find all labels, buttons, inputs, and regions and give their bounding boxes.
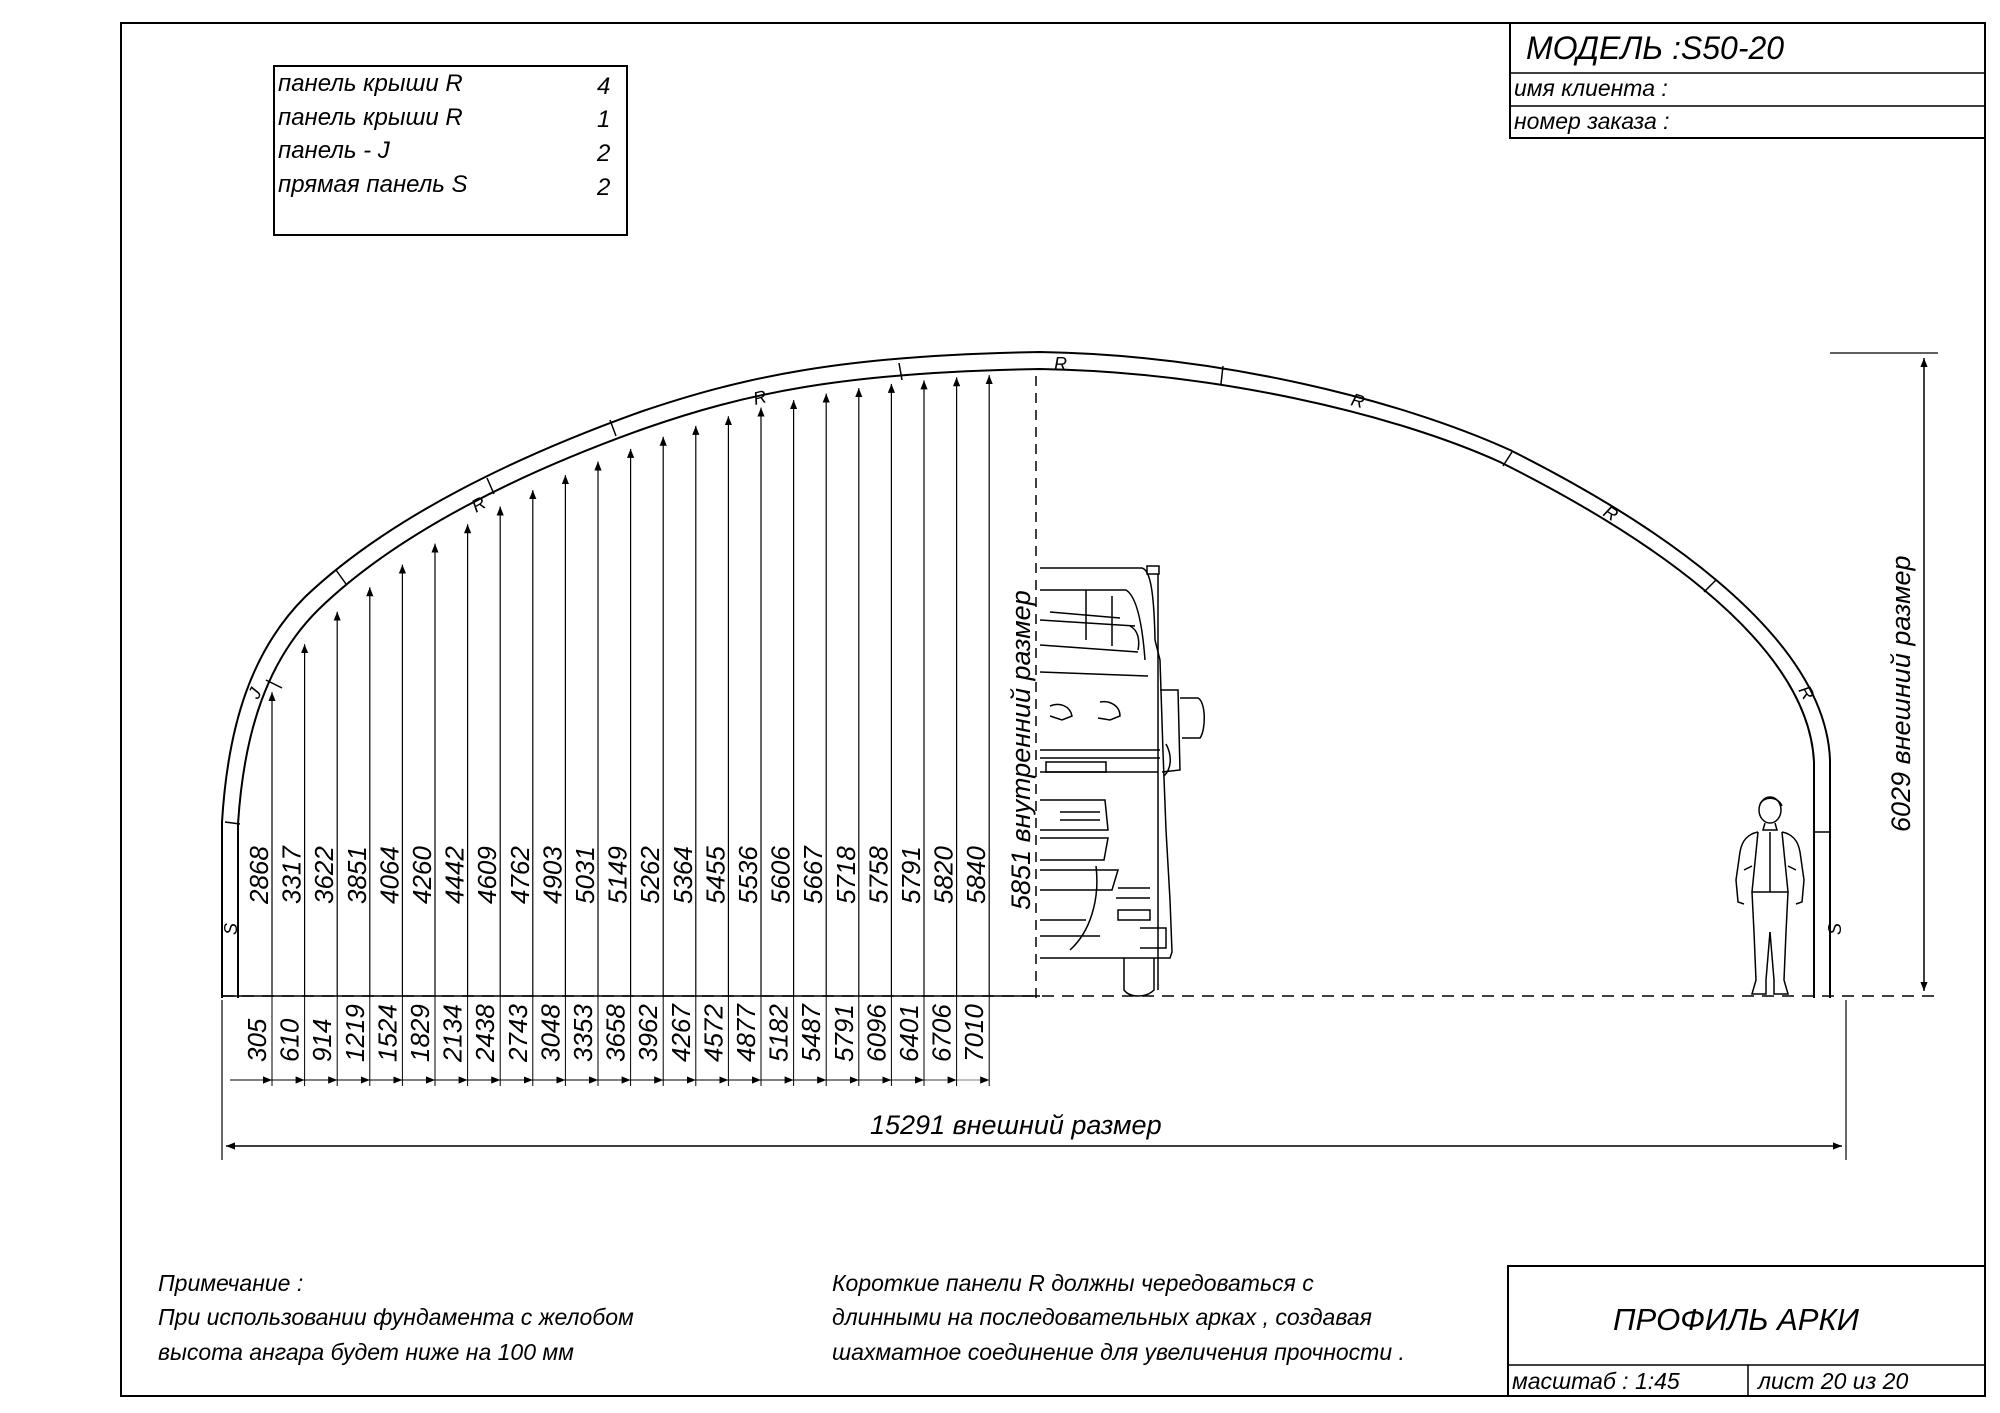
panel-s-left: S [221, 922, 241, 935]
height-value-label: 5840 [961, 846, 992, 904]
offset-value-label: 1829 [405, 1004, 435, 1062]
offset-value-label: 6401 [894, 1004, 924, 1062]
offset-value-label: 5182 [763, 1004, 794, 1062]
note-right-line-3: шахматное соединение для увеличения прочности . [832, 1339, 1405, 1365]
panel-list-qty-1: 4 [597, 73, 611, 100]
panel-list-qty-3: 2 [597, 140, 611, 167]
offset-value-label: 2438 [470, 1004, 501, 1062]
height-value-label: 5718 [830, 846, 861, 904]
offset-dimensions [230, 996, 989, 1086]
offset-value-label: 6706 [926, 1004, 957, 1062]
panel-list-qty-4: 2 [597, 174, 611, 201]
height-value-label: 5364 [667, 846, 698, 904]
panel-r-1: R [468, 492, 490, 517]
panel-j-left: J [243, 684, 266, 702]
height-value-label: 4609 [472, 846, 503, 904]
offset-value-label: 610 [274, 1018, 305, 1062]
sheet-title: ПРОФИЛЬ АРКИ [1613, 1302, 1859, 1337]
offset-value-label: 1219 [339, 1004, 370, 1062]
model-label: МОДЕЛЬ :S50-20 [1526, 30, 1785, 66]
offset-value-label: 2134 [437, 1004, 468, 1062]
note-right-line-1: Короткие панели R должны чередоваться с [832, 1270, 1314, 1296]
height-value-label: 4064 [374, 846, 405, 904]
outer-height-label: 6029 внешний размер [1886, 555, 1916, 832]
offset-value-label: 2743 [502, 1004, 533, 1062]
panel-r-4: R [1348, 389, 1367, 413]
client-name-label: имя клиента : [1514, 75, 1668, 101]
bottom-title-block [1508, 1266, 1985, 1396]
offset-value-label: 3962 [633, 1004, 664, 1062]
note-left-line-1: При использовании фундамента с желобом [158, 1304, 634, 1330]
truck-front-view [1040, 566, 1204, 996]
offset-value-label: 5487 [796, 1004, 827, 1062]
height-dimensions [244, 375, 991, 996]
panel-r-5: R [1599, 501, 1622, 526]
panel-list-name-1: панель крыши R [278, 70, 463, 97]
height-value-label: 4260 [407, 846, 437, 904]
panel-list-name-2: панель крыши R [278, 104, 463, 131]
height-value-label: 5455 [700, 846, 731, 904]
height-value-label: 5791 [896, 846, 926, 904]
height-value-label: 4442 [439, 846, 470, 904]
height-value-label: 3622 [309, 846, 340, 904]
title-block [1510, 23, 1985, 138]
offset-value-label: 3353 [568, 1004, 598, 1062]
offset-value-label: 7010 [959, 1004, 990, 1062]
panel-r-3: R [1054, 354, 1067, 374]
height-value-label: 3317 [276, 846, 307, 904]
offset-value-label: 3658 [600, 1004, 631, 1062]
panel-list-qty-2: 1 [597, 106, 611, 133]
panel-list-name-4: прямая панель S [278, 171, 468, 198]
note-left-line-2: высота ангара будет ниже на 100 мм [158, 1339, 574, 1365]
height-value-label: 5758 [863, 846, 894, 904]
offset-value-label: 4267 [665, 1004, 696, 1062]
note-right-line-2: длинными на последовательных арках , создавая [832, 1304, 1372, 1330]
offset-value-label: 5791 [828, 1004, 859, 1062]
height-value-label: 4762 [504, 846, 535, 904]
offset-value-label: 4877 [731, 1004, 761, 1062]
notes-right [832, 1270, 1405, 1365]
sheet-number-label: лист 20 из 20 [1758, 1368, 1909, 1394]
height-value-label: 5031 [570, 846, 600, 904]
panel-list-name-3: панель - J [278, 137, 390, 164]
person-silhouette [1736, 797, 1804, 994]
height-value-label: 4903 [537, 846, 568, 904]
outer-height-dimension [1830, 353, 1938, 991]
height-value-label: 5149 [602, 846, 633, 904]
note-left-heading: Примечание : [158, 1270, 304, 1296]
offset-value-label: 3048 [535, 1004, 566, 1062]
scale-label: масштаб : 1:45 [1512, 1368, 1680, 1394]
height-value-label: 2868 [244, 846, 274, 904]
outer-width-label: 15291 внешний размер [870, 1110, 1162, 1140]
inner-height-label: 5851 внутренний размер [1006, 590, 1036, 910]
drawing-frame [121, 23, 1985, 1396]
height-value-label: 5536 [733, 846, 763, 904]
offset-value-label: 914 [307, 1018, 338, 1062]
panel-r-6: R [1794, 682, 1819, 704]
height-value-label: 5667 [798, 846, 829, 904]
offset-value-label: 1524 [372, 1004, 403, 1062]
panel-list [274, 66, 627, 235]
panel-r-2: R [751, 386, 769, 409]
height-value-label: 5262 [635, 846, 666, 904]
order-number-label: номер заказа : [1514, 108, 1670, 134]
height-value-label: 5820 [928, 846, 959, 904]
panel-s-right: S [1825, 922, 1845, 935]
offset-value-label: 6096 [861, 1004, 892, 1062]
height-value-label: 5606 [765, 846, 796, 904]
height-value-label: 3851 [341, 846, 372, 904]
notes-left [158, 1270, 634, 1365]
offset-value-label: 305 [242, 1018, 272, 1062]
offset-value-label: 4572 [698, 1004, 729, 1062]
